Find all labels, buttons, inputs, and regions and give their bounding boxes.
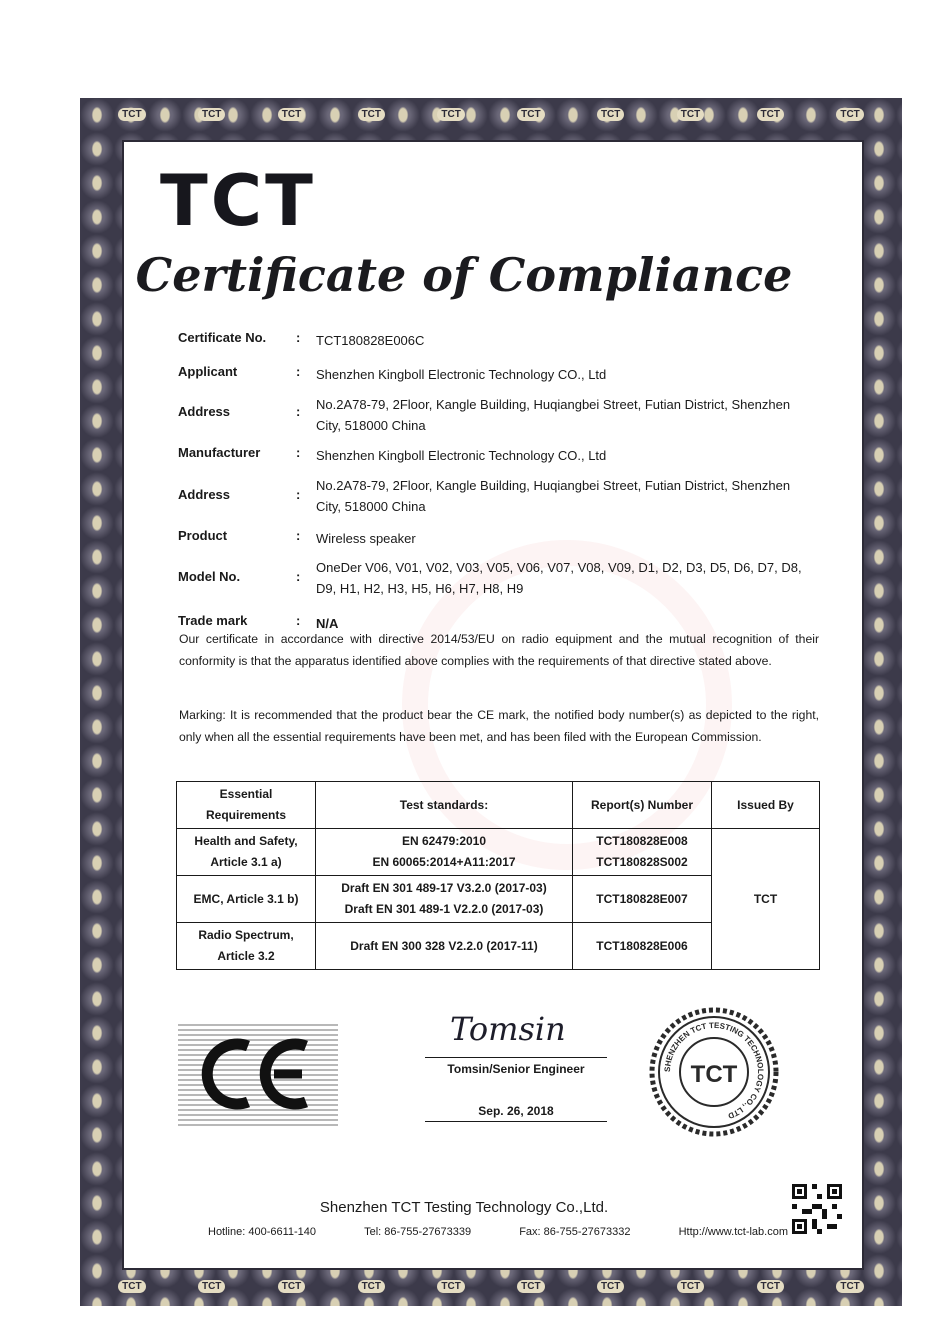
date-underline bbox=[425, 1121, 607, 1122]
standards-cell bbox=[316, 829, 573, 876]
field-value: Shenzhen Kingboll Electronic Technology CO., Ltd bbox=[316, 448, 607, 463]
standard-line: Draft EN 301 489-1 V2.2.0 (2017-03) bbox=[344, 902, 544, 916]
report-cell bbox=[573, 829, 712, 876]
field-label: Manufacturer bbox=[178, 445, 261, 460]
field-value: TCT180828E006C bbox=[316, 333, 425, 348]
seal-center-text: TCT bbox=[690, 1061, 738, 1088]
requirement-cell: Radio Spectrum, Article 3.2 bbox=[177, 923, 316, 970]
report-cell bbox=[573, 876, 712, 923]
engineer-signature: Tomsin bbox=[450, 1010, 566, 1048]
marking-statement: Marking: It is recommended that the product bear the CE mark, the notified body number(s) as depicted to the right, only when all the essential requirements have been met, and has been filed with the European Commission. bbox=[179, 708, 819, 744]
issue-date: Sep. 26, 2018 bbox=[478, 1104, 554, 1118]
border-emblem: TCT bbox=[757, 1280, 784, 1293]
border-emblem: TCT bbox=[517, 108, 544, 121]
standard-line: Draft EN 301 489-17 V3.2.0 (2017-03) bbox=[341, 881, 547, 895]
footer-tel: Tel: 86-755-27673339 bbox=[364, 1226, 472, 1238]
engineer-name-title: Tomsin/Senior Engineer bbox=[447, 1062, 585, 1076]
standard-line: EN 60065:2014+A11:2017 bbox=[372, 855, 516, 869]
border-emblem: TCT bbox=[677, 1280, 704, 1293]
standards-cell bbox=[316, 876, 573, 923]
field-label: Applicant bbox=[178, 364, 238, 379]
border-emblem: TCT bbox=[437, 108, 464, 121]
field-label: Trade mark bbox=[178, 613, 248, 628]
border-emblem: TCT bbox=[278, 108, 305, 121]
ce-mark bbox=[178, 1022, 338, 1126]
field-colon: : bbox=[296, 445, 301, 460]
header-issued-by: Issued By bbox=[712, 782, 820, 829]
field-label: Product bbox=[178, 528, 228, 543]
official-seal bbox=[648, 1006, 780, 1138]
field-colon: : bbox=[296, 404, 301, 419]
border-emblem: TCT bbox=[836, 1280, 863, 1293]
footer-contacts bbox=[208, 1226, 788, 1238]
field-value: Shenzhen Kingboll Electronic Technology CO., Ltd bbox=[316, 367, 607, 382]
standard-line: Draft EN 300 328 V2.2.0 (2017-11) bbox=[350, 938, 538, 953]
footer-company: Shenzhen TCT Testing Technology Co.,Ltd. bbox=[319, 1199, 609, 1216]
border-emblem: TCT bbox=[118, 1280, 145, 1293]
header-requirements: Essential Requirements bbox=[177, 782, 316, 829]
border-emblem: TCT bbox=[358, 1280, 385, 1293]
header-test-standards: Test standards: bbox=[316, 782, 573, 829]
border-emblems-top bbox=[92, 106, 890, 122]
field-colon: : bbox=[296, 364, 301, 379]
field-value: No.2A78-79, 2Floor, Kangle Building, Huqiangbei Street, Futian District, Shenzhen City, 518000 China bbox=[316, 478, 791, 514]
border-emblem: TCT bbox=[278, 1280, 305, 1293]
footer-fax: Fax: 86-755-27673332 bbox=[519, 1226, 631, 1238]
border-emblem: TCT bbox=[757, 108, 784, 121]
report-number: TCT180828E008 bbox=[596, 834, 688, 848]
header-report-number: Report(s) Number bbox=[573, 782, 712, 829]
field-colon: : bbox=[296, 330, 301, 345]
requirement-cell: Health and Safety, Article 3.1 a) bbox=[177, 829, 316, 876]
footer-website[interactable]: Http://www.tct-lab.com bbox=[678, 1226, 788, 1238]
footer-hotline: Hotline: 400-6611-140 bbox=[208, 1226, 317, 1238]
border-emblem: TCT bbox=[517, 1280, 544, 1293]
border-emblem: TCT bbox=[437, 1280, 464, 1293]
border-emblem: TCT bbox=[118, 108, 145, 121]
border-emblem: TCT bbox=[597, 108, 624, 121]
field-label: Address bbox=[178, 404, 231, 419]
table-row bbox=[177, 829, 820, 876]
tct-logo: TCT bbox=[160, 160, 316, 242]
issued-by-cell: TCT bbox=[712, 829, 820, 970]
table-header-row bbox=[177, 782, 820, 829]
border-emblem: TCT bbox=[358, 108, 385, 121]
border-emblem: TCT bbox=[198, 108, 225, 121]
qr-code-icon bbox=[792, 1184, 842, 1234]
field-label: Address bbox=[178, 487, 231, 502]
field-colon: : bbox=[296, 487, 301, 502]
signature-line bbox=[425, 1057, 607, 1058]
standard-line: EN 62479:2010 bbox=[401, 834, 487, 848]
field-colon: : bbox=[296, 528, 301, 543]
field-label: Certificate No. bbox=[178, 330, 267, 345]
ce-mark-icon bbox=[178, 1022, 338, 1126]
report-number: TCT180828E007 bbox=[596, 891, 688, 906]
border-emblem: TCT bbox=[597, 1280, 624, 1293]
requirement-cell: EMC, Article 3.1 b) bbox=[177, 876, 316, 923]
field-value: Wireless speaker bbox=[316, 531, 416, 546]
border-emblem: TCT bbox=[198, 1280, 225, 1293]
field-value: N/A bbox=[316, 616, 339, 631]
border-emblems-bottom bbox=[92, 1278, 890, 1294]
certificate-statement: Our certificate in accordance with directive 2014/53/EU on radio equipment and the mutual recognition of their conformity is that the apparatus identified above complies with the requirements of that directive stated above. bbox=[179, 632, 819, 668]
border-emblem: TCT bbox=[836, 108, 863, 121]
standards-cell bbox=[316, 923, 573, 970]
seal-ring-text: SHENZHEN TCT TESTING TECHNOLOGY CO., LTD bbox=[662, 1020, 766, 1121]
certificate-title: Certificate of Compliance bbox=[135, 248, 793, 302]
standards-table bbox=[176, 781, 820, 970]
border-emblem: TCT bbox=[677, 108, 704, 121]
field-value: No.2A78-79, 2Floor, Kangle Building, Huqiangbei Street, Futian District, Shenzhen City, 518000 China bbox=[316, 397, 791, 433]
report-cell bbox=[573, 923, 712, 970]
field-label: Model No. bbox=[178, 569, 241, 584]
field-colon: : bbox=[296, 613, 301, 628]
report-number: TCT180828E006 bbox=[596, 938, 688, 953]
field-value: OneDer V06, V01, V02, V03, V05, V06, V07, V08, V09, D1, D2, D3, D5, D6, D7, D8, D9, H1, H2, H3, H5, H6, H7, H8, H9 bbox=[316, 560, 802, 596]
field-colon: : bbox=[296, 569, 301, 584]
report-number: TCT180828S002 bbox=[596, 855, 688, 869]
